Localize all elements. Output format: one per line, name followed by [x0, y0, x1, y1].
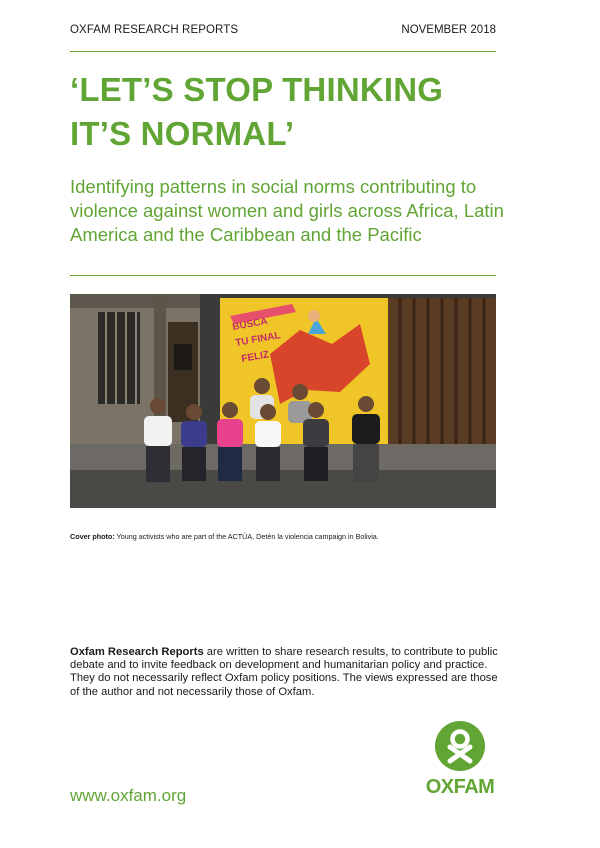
title-line-2: IT’S NORMAL’ — [70, 115, 295, 152]
oxfam-logo — [423, 721, 497, 805]
cover-photo — [70, 294, 496, 508]
title-line-1: ‘LET’S STOP THINKING — [70, 71, 444, 108]
mural-text-3: FELIZ — [240, 349, 270, 365]
oxfam-logo-wordmark: OXFAM — [425, 776, 495, 798]
oxfam-logo-icon — [435, 721, 485, 771]
subtitle-divider — [70, 275, 496, 276]
about-reports-bold: Oxfam Research Reports — [70, 646, 204, 658]
caption-label: Cover photo: — [70, 532, 115, 541]
about-reports-text — [70, 646, 500, 699]
mural-text-2: TU FINAL — [234, 330, 282, 349]
top-divider — [70, 51, 496, 52]
report-series: OXFAM RESEARCH REPORTS — [70, 24, 239, 36]
report-date: NOVEMBER 2018 — [401, 24, 496, 36]
cover-photo-caption — [70, 532, 379, 541]
report-subtitle: Identifying patterns in social norms contributing to violence against women and girls across Africa, Latin America and the Caribbean and the Pacific — [70, 176, 504, 245]
caption-text: Young activists who are part of the ACTÚA, Detén la violencia campaign in Bolivia. — [114, 532, 379, 541]
oxfam-website-link[interactable]: www.oxfam.org — [70, 786, 187, 805]
about-reports-body: are written to share research results, to contribute to public debate and to invite feedback on development and humanitarian policy and practice. They do not necessarily reflect Oxfam policy positions. The views expressed are those of the author and not necessarily those of Oxfam. — [70, 646, 498, 698]
cover-photo-illustration — [70, 294, 496, 508]
mural-text-1: BUSCA — [231, 315, 269, 333]
report-title — [70, 68, 500, 156]
